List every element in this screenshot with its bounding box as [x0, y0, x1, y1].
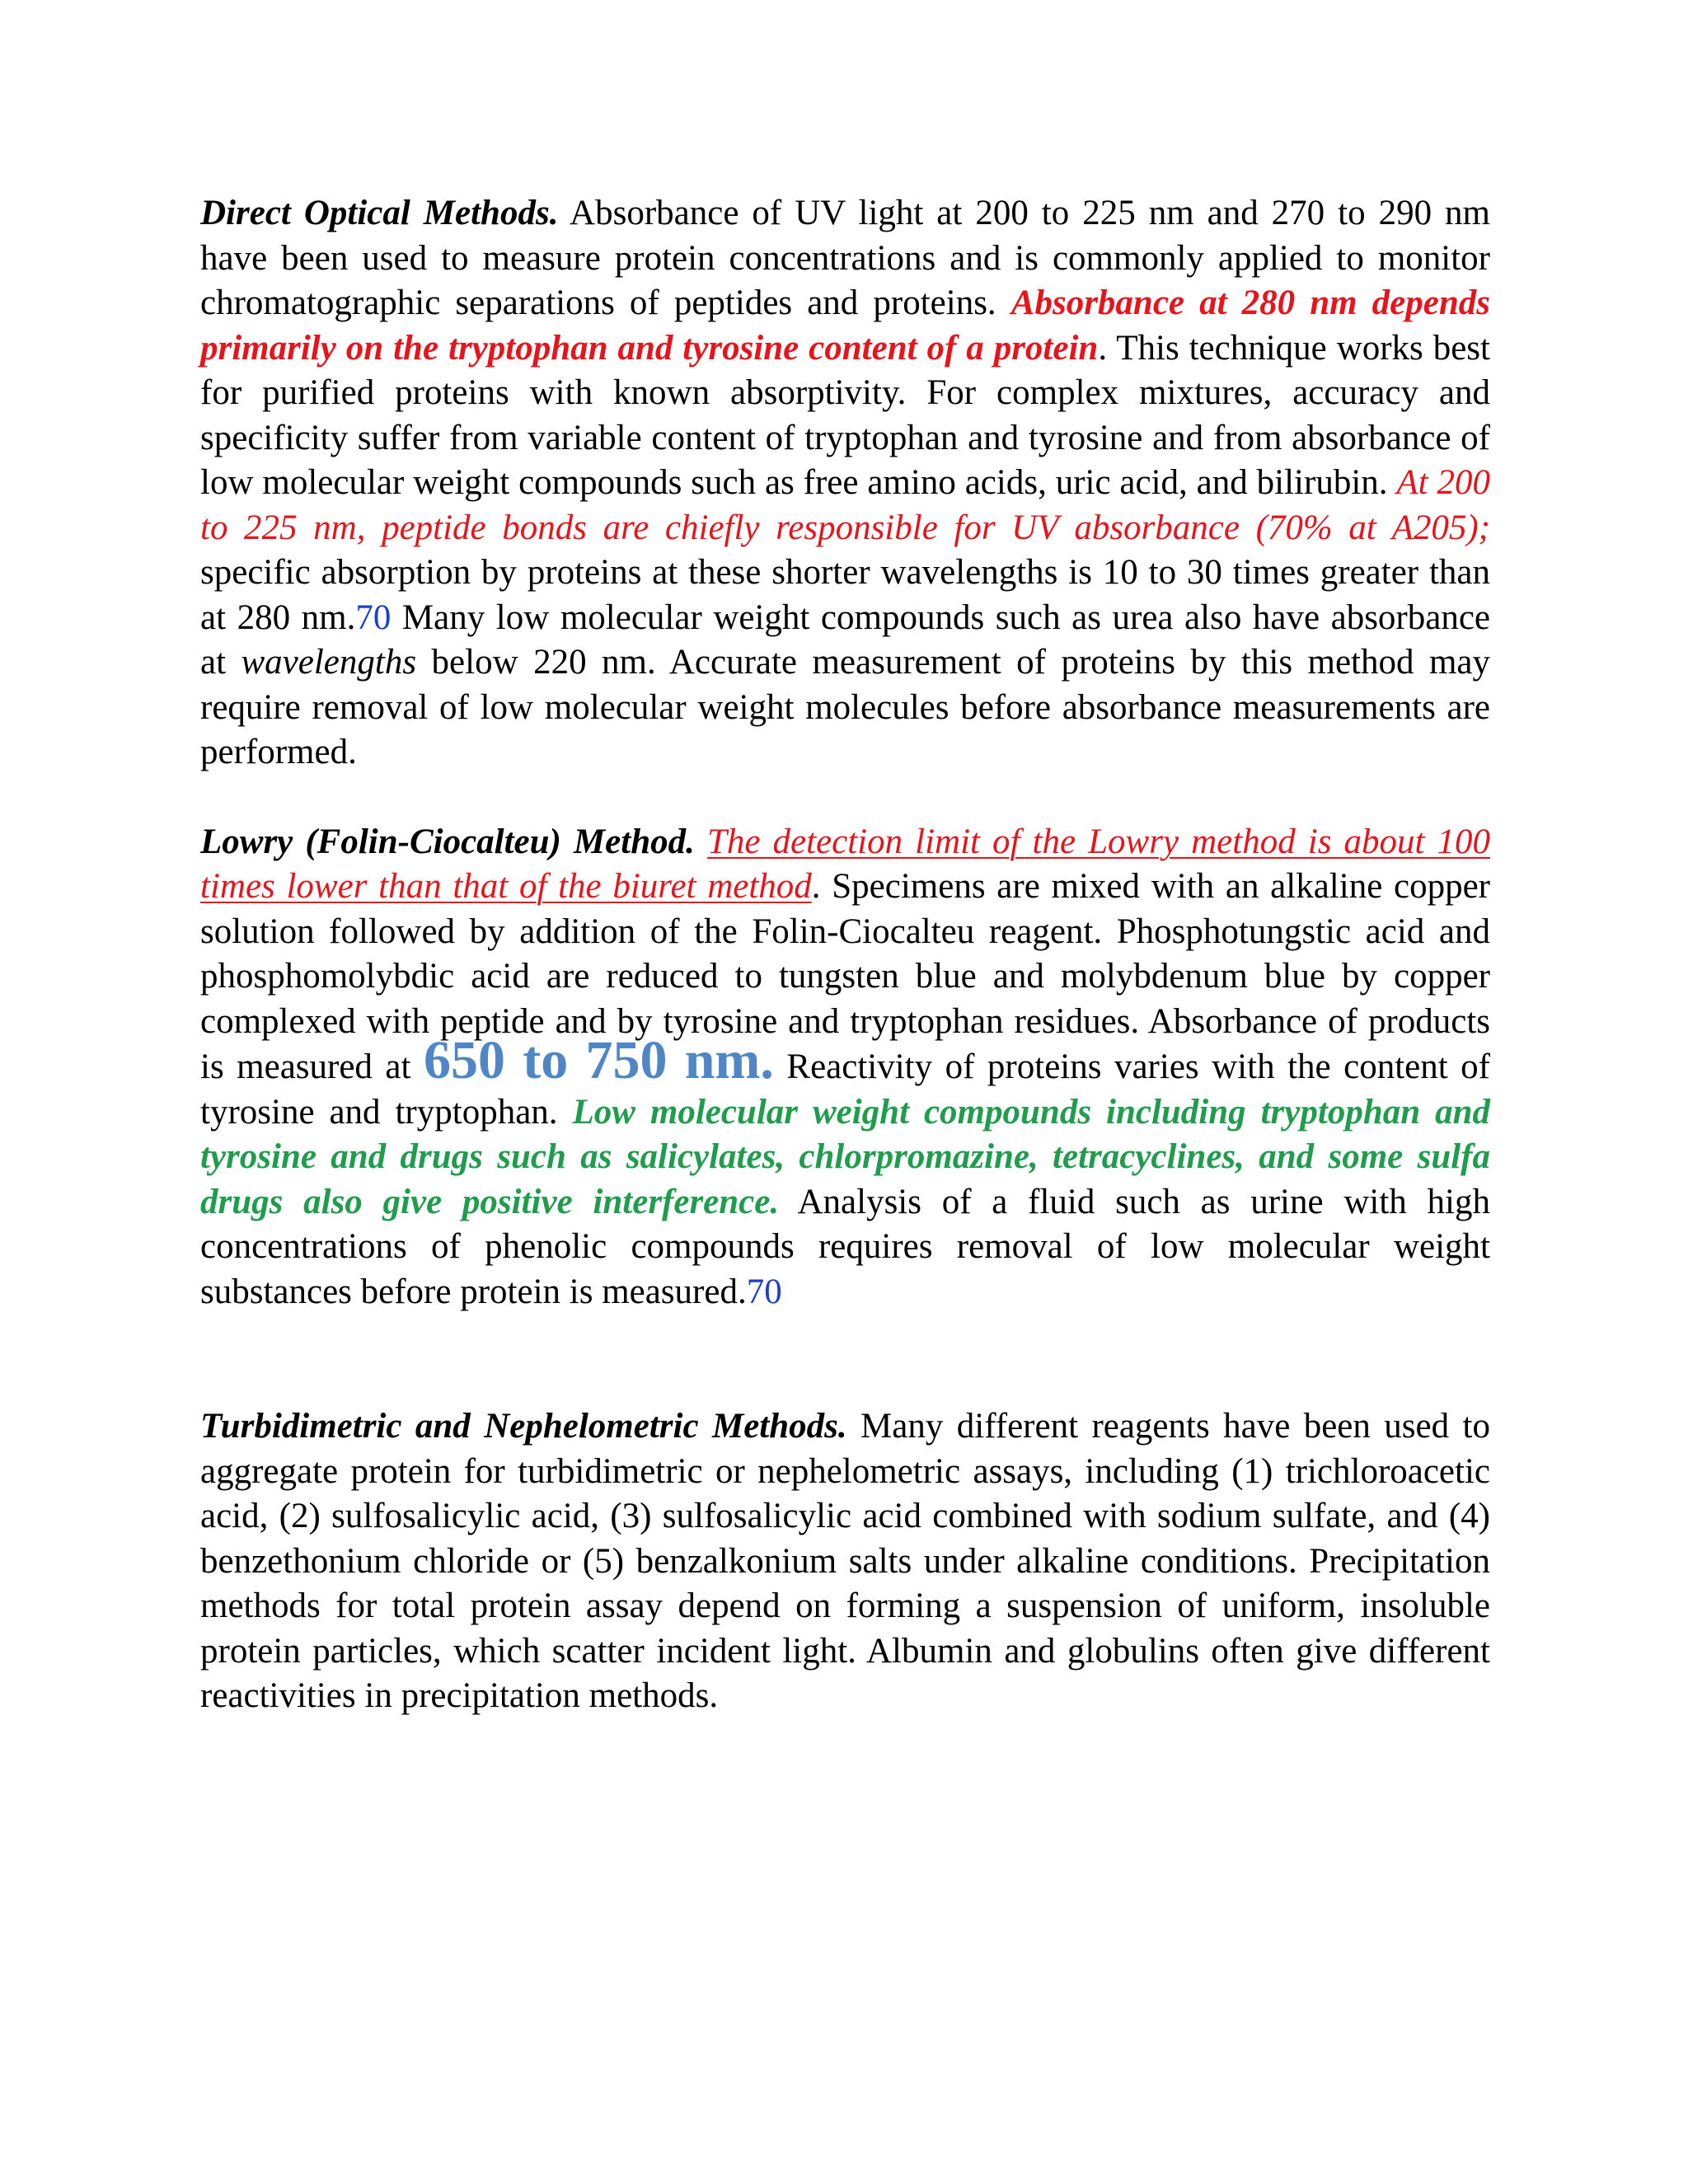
heading-lowry-method: Lowry (Folin-Ciocalteu) Method.: [200, 822, 695, 861]
paragraph-lowry-method: [200, 820, 1490, 1315]
lowry-text-2: Reactivity of proteins varies with the content of tyrosine and tryptophan.: [200, 1047, 1490, 1132]
direct-text-3: specific absorption by proteins at these shorter wavelengths is 10 to 30 times greater than at 280 nm.: [200, 553, 1490, 637]
lowry-text-3: Analysis of a fluid such as urine with high concentrations of phenolic compounds requires removal of low molecular weight substances before protein is measured.: [200, 1182, 1490, 1311]
reference-marker: 70: [746, 1272, 782, 1311]
heading-turbidimetric-methods: Turbidimetric and Nephelometric Methods.: [200, 1407, 847, 1446]
direct-highlight-280nm: Absorbance at 280 nm depends primarily on the tryptophan and tyrosine content of a protein: [200, 284, 1490, 368]
lowry-wavelength-range: 650 to 750 nm.: [423, 1030, 774, 1090]
lowry-spacer: [695, 823, 707, 861]
paragraph-turbidimetric-methods: [200, 1404, 1490, 1719]
turbid-text-1: Many different reagents have been used to aggregate protein for turbidimetric or nephelometric assays, including (1) trichloroacetic acid, (2) sulfosalicylic acid, (3) sulfosalicylic acid combined with sodium sulfate, and (4) benzethonium chloride or (5) benzalkonium salts under alkaline conditions. Precipitation methods for total protein assay depend on forming a suspension of uniform, insoluble protein particles, which scatter incident light. Albumin and globulins often give different reactivities in precipitation methods.: [200, 1407, 1490, 1715]
document-body: [200, 191, 1490, 1719]
direct-text-5: below 220 nm. Accurate measurement of proteins by this method may require removal of low molecular weight molecules before absorbance measurements are performed.: [200, 643, 1490, 771]
lowry-highlight-interference: Low molecular weight compounds including tryptophan and tyrosine and drugs such as salicylates, chlorpromazine, tetracyclines, and some sulfa drugs also give positive interference.: [200, 1092, 1491, 1221]
direct-italic-wavelengths: wavelengths: [241, 643, 417, 682]
heading-direct-optical-methods: Direct Optical Methods.: [200, 194, 559, 232]
direct-text-2: . This technique works best for purified proteins with known absorptivity. For complex mixtures, accuracy and specificity suffer from variable content of tryptophan and tyrosine and from absorbance of low molecular weight compounds such as free amino acids, uric acid, and bilirubin.: [200, 328, 1490, 502]
lowry-highlight-detection-limit: The detection limit of the Lowry method is about 100 times lower than that of the biuret method: [200, 822, 1491, 906]
reference-marker: 70: [355, 598, 392, 637]
direct-text-4: Many low molecular weight compounds such as urea also have absorbance at: [200, 598, 1491, 682]
lowry-text-1: . Specimens are mixed with an alkaline copper solution followed by addition of the Folin-Ciocalteu reagent. Phosphotungstic acid and phosphomolybdic acid are reduced to tungsten blue and molybdenum blue by copper complexed with peptide and by tyrosine and tryptophan residues. Absorbance of products is measured at: [200, 867, 1490, 1086]
direct-highlight-peptide-bonds: At 200 to 225 nm, peptide bonds are chiefly responsible for UV absorbance (70% at A205);: [200, 463, 1491, 547]
direct-text-1: Absorbance of UV light at 200 to 225 nm and 270 to 290 nm have been used to measure protein concentrations and is commonly applied to monitor chromatographic separations of peptides and proteins.: [200, 194, 1490, 322]
paragraph-direct-optical-methods: [200, 191, 1490, 776]
